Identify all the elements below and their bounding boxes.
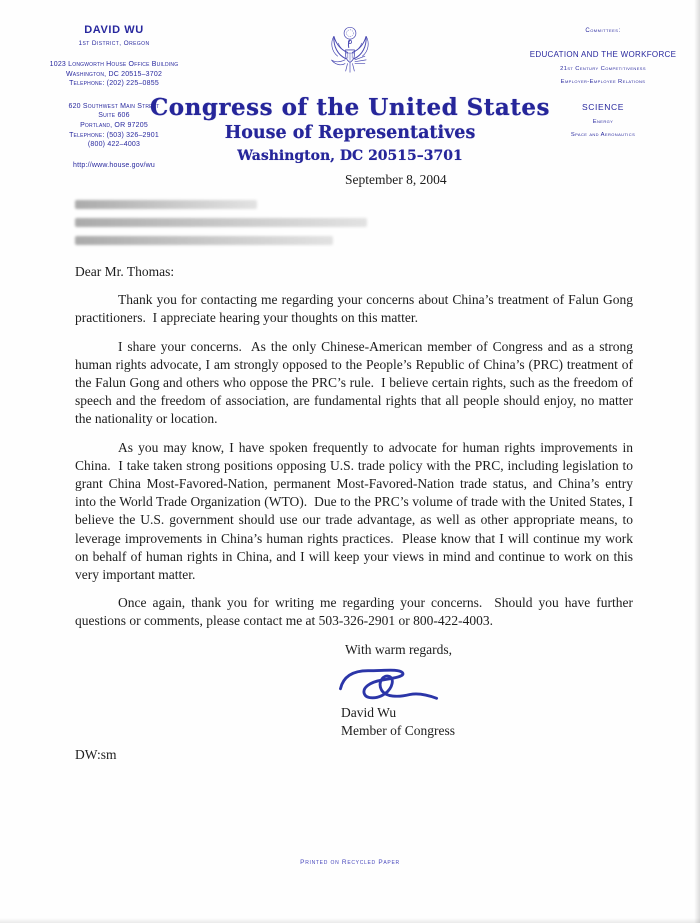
body-paragraph-2: I share your concerns. As the only Chinese-American member of Congress and as a strong human rights advocate, I am strongly opposed to the People’s Republic of China’s (PRC) treatment of the Falun Gong and others who oppose the PRC’s rule. I believe certain rights, such as the freedom of speech and the freedom of association, are fundamental rights that all people should enjoy, no matter the nationality or location. — [75, 338, 637, 427]
salutation: Dear Mr. Thomas: — [75, 264, 175, 279]
letter-date: September 8, 2004 — [345, 172, 447, 187]
or-office-line: Portland, OR 97205 — [80, 121, 148, 129]
closing-phrase: With warm regards, — [345, 641, 453, 657]
scan-edge — [0, 918, 700, 923]
signer-name: David Wu — [341, 704, 397, 720]
member-district: 1st District, Oregon — [78, 40, 150, 47]
member-name: DAVID WU — [84, 24, 144, 36]
redacted-line — [75, 236, 333, 245]
committees-label: Committees: — [585, 28, 621, 34]
body-paragraph-1: Thank you for contacting me regarding your concerns about China’s treatment of Falun Gong practitioners. I appreciate hearing your thoughts on this matter. — [75, 292, 637, 326]
subcommittee-name: Energy — [592, 119, 614, 125]
subcommittee-name: Employer-Employee Relations — [560, 79, 646, 85]
body-paragraph-4: Once again, thank you for writing me regarding your concerns. Should you have further questions or comments, please contact me at 503-326-2901 or 800-422-4003. — [75, 595, 637, 629]
subcommittee-name: 21st Century Competitiveness — [560, 66, 646, 72]
subcommittee-name: Space and Aeronautics — [570, 132, 636, 138]
congress-address: Washington, DC 20515–3701 — [237, 148, 463, 164]
dc-office-line: 1023 Longworth House Office Building — [49, 61, 179, 68]
member-website: http://www.house.gov/wu — [72, 161, 156, 169]
handwritten-signature — [333, 664, 445, 704]
congress-title: Congress of the United States — [149, 94, 551, 121]
or-office-line: Suite 606 — [98, 112, 130, 120]
redacted-recipient-block — [75, 200, 633, 245]
chamber-title: House of Representatives — [224, 123, 476, 143]
or-office-line: (800) 422–4003 — [87, 141, 141, 149]
dc-office-line: Telephone: (202) 225–0855 — [69, 80, 159, 88]
signature-block — [333, 664, 633, 740]
committee-name-education: EDUCATION AND THE WORKFORCE — [529, 50, 677, 59]
or-office-line: Telephone: (503) 326–2901 — [69, 131, 159, 139]
eagle-seal-icon — [319, 20, 381, 101]
dc-office-address — [8, 60, 220, 89]
typist-initials: DW:sm — [75, 746, 117, 762]
body-paragraph-3: As you may know, I have spoken frequently to advocate for human rights improvements in China. I take taken strong positions opposing U.S. trade policy with the PRC, including legislation to grant China Most-Favored-Nation, permanent Most-Favored-Nation trade status, and China’s entry into the World Trade Organization (WTO). Due to the PRC’s volume of trade with the United States, I believe the U.S. government should use our trade advantage, as well as other appropriate means, to leverage improvements in China’s human rights practices. Please know that I will continue my work on behalf of human rights in China, and I will keep your views in mind and continue to work on this very important matter. — [75, 439, 637, 583]
committee-name-science: SCIENCE — [582, 102, 624, 112]
dc-office-line: Washington, DC 20515–3702 — [65, 70, 163, 78]
signer-title: Member of Congress — [341, 722, 455, 738]
or-office-line: 620 Southwest Main Street — [68, 102, 160, 110]
recycled-paper-note: Printed on Recycled Paper — [300, 859, 400, 866]
scan-edge — [694, 0, 700, 923]
letterhead-right-block — [512, 28, 694, 138]
redacted-line — [75, 218, 367, 227]
redacted-line — [75, 200, 257, 209]
letter-body — [75, 200, 637, 764]
